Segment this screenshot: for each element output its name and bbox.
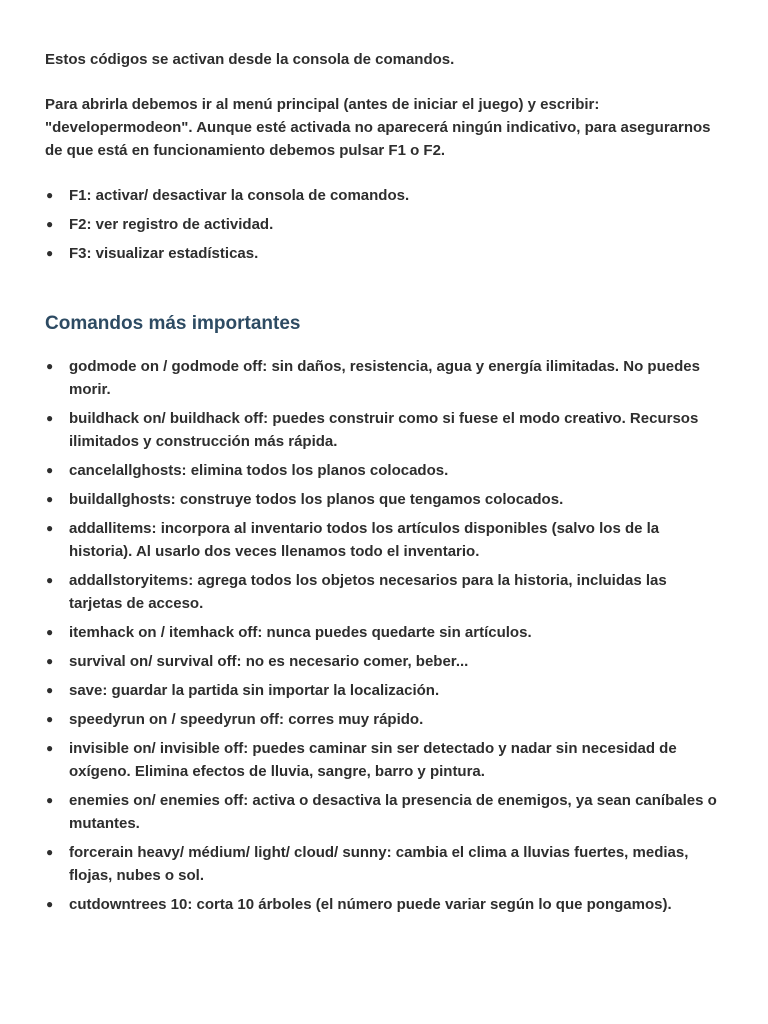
list-item — [45, 184, 724, 207]
list-item — [45, 679, 724, 702]
list-item-text: cutdowntrees 10: corta 10 árboles (el número puede variar según lo que pongamos). — [69, 896, 672, 913]
section-heading: Comandos más importantes — [45, 313, 301, 334]
list-item-text: speedyrun on / speedyrun off: corres muy rápido. — [69, 711, 424, 728]
bullet-icon: ● — [46, 359, 54, 373]
list-item-text: itemhack on / itemhack off: nunca puedes quedarte sin artículos. — [69, 624, 532, 641]
list-item-text: F3: visualizar estadísticas. — [69, 245, 259, 262]
list-item-text: invisible on/ invisible off: puedes caminar sin ser detectado y nadar sin necesidad de oxígeno. Elimina efectos de lluvia, sangre, barro y pintura. — [69, 740, 677, 780]
list-item — [45, 621, 724, 644]
list-item — [45, 355, 724, 401]
list-item — [45, 893, 724, 916]
bullet-icon: ● — [46, 573, 54, 587]
intro-text: Estos códigos se activan desde la consola de comandos. — [45, 51, 455, 68]
instructions-paragraph: Para abrirla debemos ir al menú principal (antes de iniciar el juego) y escribir: "developermodeon". Aunque esté activada no aparecerá ningún indicativo, para asegurarnos de que está en funcionamiento debemos pulsar F1 o F2. — [45, 96, 711, 159]
bullet-icon: ● — [46, 463, 54, 477]
bullet-icon: ● — [46, 246, 54, 260]
list-item — [45, 407, 724, 453]
list-item-text: F1: activar/ desactivar la consola de comandos. — [69, 187, 410, 204]
list-item-text: F2: ver registro de actividad. — [69, 216, 274, 233]
list-item — [45, 213, 724, 236]
list-item-text: cancelallghosts: elimina todos los planos colocados. — [69, 462, 449, 479]
list-item — [45, 242, 724, 265]
list-item-text: save: guardar la partida sin importar la localización. — [69, 682, 440, 699]
bullet-icon: ● — [46, 654, 54, 668]
bullet-icon: ● — [46, 217, 54, 231]
bullet-icon: ● — [46, 793, 54, 807]
bullet-icon: ● — [46, 845, 54, 859]
bullet-icon: ● — [46, 741, 54, 755]
bullet-icon: ● — [46, 521, 54, 535]
list-item-text: addallstoryitems: agrega todos los objetos necesarios para la historia, incluidas las tarjetas de acceso. — [69, 572, 667, 612]
list-item-text: addallitems: incorpora al inventario todos los artículos disponibles (salvo los de la historia). Al usarlo dos veces llenamos todo el inventario. — [69, 520, 660, 560]
list-item-text: forcerain heavy/ médium/ light/ cloud/ sunny: cambia el clima a lluvias fuertes, medias, flojas, nubes o sol. — [69, 844, 689, 884]
bullet-icon: ● — [46, 897, 54, 911]
list-item — [45, 650, 724, 673]
function-keys-list — [45, 184, 724, 265]
list-item-text: survival on/ survival off: no es necesario comer, beber... — [69, 653, 469, 670]
list-item-text: buildallghosts: construye todos los planos que tengamos colocados. — [69, 491, 564, 508]
bullet-icon: ● — [46, 188, 54, 202]
list-item — [45, 841, 724, 887]
bullet-icon: ● — [46, 492, 54, 506]
list-item — [45, 789, 724, 835]
list-item-text: buildhack on/ buildhack off: puedes construir como si fuese el modo creativo. Recursos ilimitados y construcción más rápida. — [69, 410, 699, 450]
list-item-text: godmode on / godmode off: sin daños, resistencia, agua y energía ilimitadas. No puedes morir. — [69, 358, 700, 398]
list-item — [45, 737, 724, 783]
bullet-icon: ● — [46, 625, 54, 639]
list-item — [45, 517, 724, 563]
bullet-icon: ● — [46, 411, 54, 425]
bullet-icon: ● — [46, 683, 54, 697]
list-item-text: enemies on/ enemies off: activa o desactiva la presencia de enemigos, ya sean caníbales o mutantes. — [69, 792, 717, 832]
commands-list — [45, 355, 724, 916]
list-item — [45, 569, 724, 615]
list-item — [45, 708, 724, 731]
bullet-icon: ● — [46, 712, 54, 726]
list-item — [45, 488, 724, 511]
list-item — [45, 459, 724, 482]
